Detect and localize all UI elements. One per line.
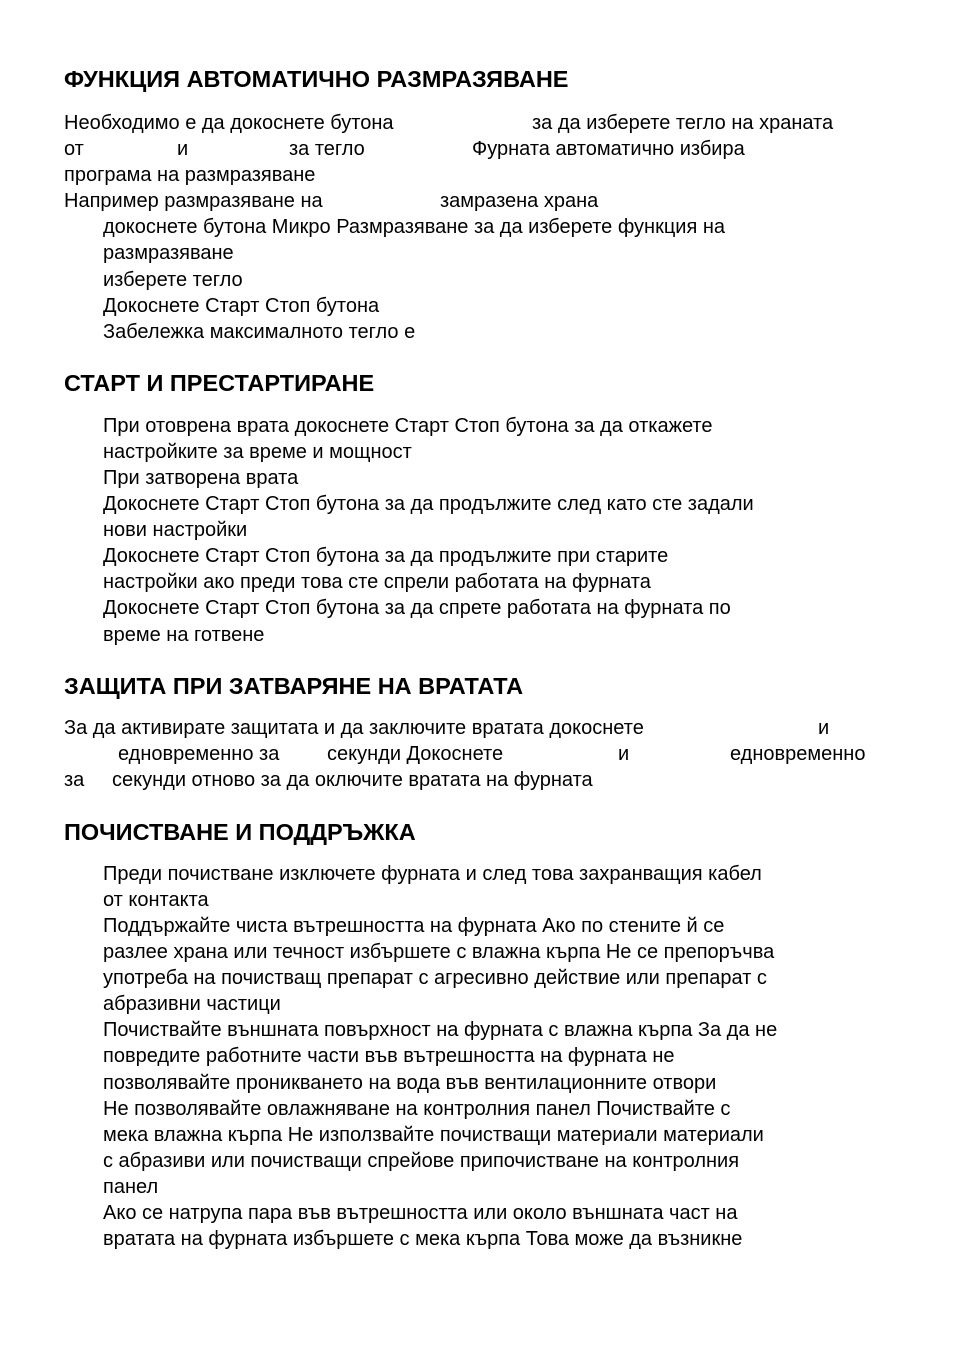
text-line: едновременно за — [118, 743, 280, 765]
text-line: настройките за време и мощност — [103, 441, 412, 463]
text-line: употреба на почистващ препарат с агресивно действие или препарат с — [103, 967, 767, 989]
text-line: мека влажна кърпа Не използвайте почистващи материали материали — [103, 1124, 764, 1146]
text-line: за — [64, 769, 85, 791]
text-line: Почиствайте външната повърхност на фурната с влажна кърпа За да не — [103, 1019, 778, 1041]
text-line: време на готвене — [103, 624, 265, 646]
text-line: Поддържайте чиста вътрешността на фурната Ако по стените й се — [103, 915, 725, 937]
text-line: Докоснете Старт Стоп бутона за да продължите при старите — [103, 545, 669, 567]
text-line: повредите работните части във вътрешността на фурната не — [103, 1045, 675, 1067]
text-line: настройки ако преди това сте спрели работата на фурната — [103, 571, 651, 593]
text-line: и — [818, 717, 830, 739]
heading-door-lock: ЗАЩИТА ПРИ ЗАТВАРЯНЕ НА ВРАТАТА — [64, 673, 524, 699]
text-line: замразена храна — [440, 190, 599, 212]
text-line: При отоврена врата докоснете Старт Стоп бутона за да откажете — [103, 415, 713, 437]
text-line: Необходимо е да докоснете бутона — [64, 112, 394, 134]
text-line: Ако се натрупа пара във вътрешността или около външната част на — [103, 1202, 738, 1224]
text-line: програма на размразяване — [64, 164, 316, 186]
heading-cleaning-maintenance: ПОЧИСТВАНЕ И ПОДДРЪЖКА — [64, 819, 416, 845]
text-line: вратата на фурната избършете с мека кърпа Това може да възникне — [103, 1228, 743, 1250]
text-line: Забележка максималното тегло е — [103, 321, 416, 343]
text-line: Например размразяване на — [64, 190, 323, 212]
heading-start-restart: СТАРТ И ПРЕСТАРТИРАНЕ — [64, 370, 375, 396]
text-line: панел — [103, 1176, 159, 1198]
text-line: Докоснете Старт Стоп бутона за да спрете работата на фурната по — [103, 597, 731, 619]
text-line: позволявайте проникването на вода във вентилационните отвори — [103, 1072, 717, 1094]
text-line: абразивни частици — [103, 993, 281, 1015]
text-line: от контакта — [103, 889, 209, 911]
text-line: за да изберете тегло на храната — [532, 112, 834, 134]
text-line: Фурната автоматично избира — [472, 138, 745, 160]
text-line: с абразиви или почистващи спрейове припочистване на контролния — [103, 1150, 740, 1172]
text-line: и — [618, 743, 630, 765]
text-line: изберете тегло — [103, 269, 243, 291]
text-line: от — [64, 138, 84, 160]
heading-auto-defrost: ФУНКЦИЯ АВТОМАТИЧНО РАЗМРАЗЯВАНЕ — [64, 66, 569, 92]
text-line: Докоснете Старт Стоп бутона за да продължите след като сте задали — [103, 493, 754, 515]
text-line: Не позволявайте овлажняване на контролния панел Почиствайте с — [103, 1098, 731, 1120]
text-line: секунди отново за да оключите вратата на фурната — [112, 769, 593, 791]
text-line: и — [177, 138, 189, 160]
text-line: Докоснете Старт Стоп бутона — [103, 295, 380, 317]
text-line: За да активирате защитата и да заключите вратата докоснете — [64, 717, 644, 739]
text-line: разлее храна или течност избършете с влажна кърпа Не се препоръчва — [103, 941, 775, 963]
text-line: нови настройки — [103, 519, 248, 541]
text-line: едновременно — [730, 743, 866, 765]
text-line: секунди Докоснете — [327, 743, 504, 765]
text-line: размразяване — [103, 242, 234, 264]
text-line: докоснете бутона Микро Размразяване за да изберете функция на — [103, 216, 726, 238]
text-line: за тегло — [289, 138, 365, 160]
text-line: При затворена врата — [103, 467, 299, 489]
text-line: Преди почистване изключете фурната и след това захранващия кабел — [103, 863, 762, 885]
